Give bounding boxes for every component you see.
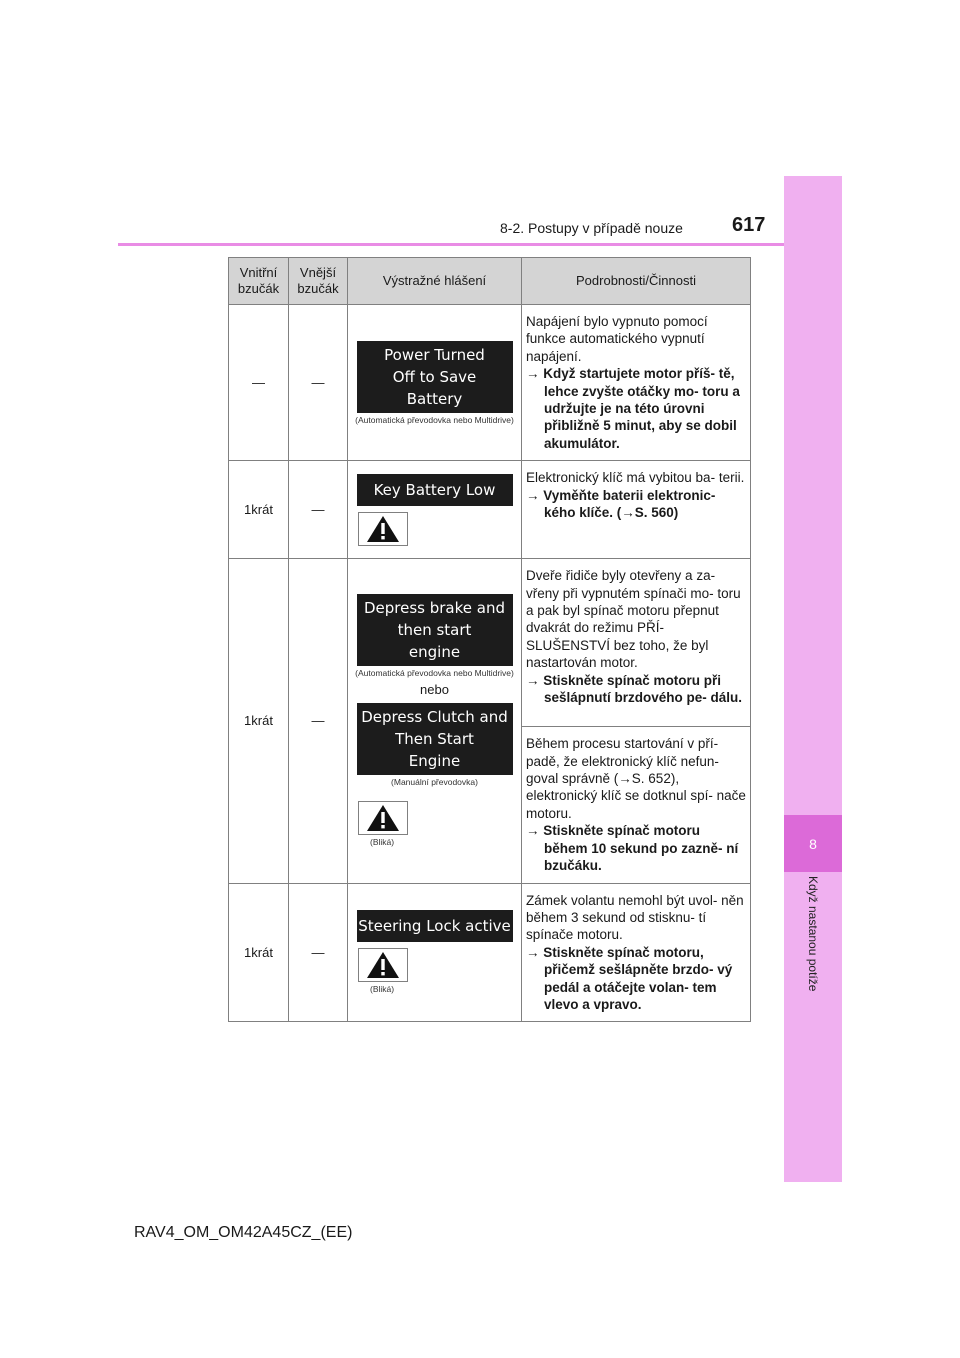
warning-display-panel-mt: Depress Clutch and Then Start Engine (357, 703, 513, 775)
details-cell (522, 883, 751, 1022)
action-text: → Když startujete motor příš- tě, lehce zvyšte otáčky mo- toru a udržujte je na této úrovni přibližně 5 minut, aby se dobil akumulátor. (526, 366, 740, 451)
warning-triangle-icon (358, 512, 408, 546)
table-header-row (229, 258, 751, 305)
document-code: RAV4_OM_OM42A45CZ_(EE) (134, 1224, 353, 1241)
details-cell (522, 559, 751, 727)
action-text: → Vyměňte baterii elektronic- kého klíče. (→S. 560) (526, 487, 716, 521)
external-buzzer-cell: — (289, 461, 348, 559)
arrow-icon: → (526, 366, 540, 382)
action-text: → Stiskněte spínač motoru během 10 sekund po zazně- ní bzučáku. (526, 823, 739, 874)
details-cell (522, 727, 751, 883)
action-text: → Stiskněte spínač motoru, přičemž sešlápněte brzdo- vý pedál a otáčejte volan- tem vlevo a vpravo. (526, 944, 733, 1012)
blink-caption: (Bliká) (370, 837, 395, 848)
chapter-label: Když nastanou potíže (806, 876, 820, 992)
details-cell (522, 461, 751, 559)
table-row (229, 305, 751, 461)
internal-buzzer-cell: — (229, 305, 289, 461)
detail-text: Během procesu startování v pří- padě, že elektronický klíč nefun- goval správně (→S. 652), elektronický klíč se dotknul spí- nače motoru. (526, 736, 746, 821)
blink-caption: (Bliká) (370, 984, 395, 995)
panel-caption: (Manuální převodovka) (391, 777, 478, 788)
external-buzzer-cell: — (289, 883, 348, 1022)
warning-message-cell (348, 461, 522, 559)
internal-buzzer-cell: 1krát (229, 461, 289, 559)
page-number: 617 (732, 214, 766, 236)
arrow-icon: → (526, 487, 540, 503)
warning-table (228, 257, 751, 1022)
arrow-icon: → (526, 944, 540, 960)
panel-caption: (Automatická převodovka nebo Multidrive) (355, 668, 514, 679)
external-buzzer-cell: — (289, 559, 348, 883)
or-label: nebo (420, 682, 449, 698)
arrow-icon: → (526, 672, 540, 688)
table-row (229, 883, 751, 1022)
detail-text: Elektronický klíč má vybitou ba- terii. (526, 470, 745, 486)
warning-message-cell (348, 883, 522, 1022)
detail-text: Napájení bylo vypnuto pomocí funkce automatického vypnutí napájení. (526, 314, 708, 364)
warning-display-panel: Steering Lock active (357, 910, 513, 942)
detail-text: Zámek volantu nemohl být uvol- něn během 3 sekund od stisknu- tí spínače motoru. (526, 892, 744, 943)
col-header-details: Podrobnosti/Činnosti (522, 258, 751, 305)
internal-buzzer-cell: 1krát (229, 559, 289, 883)
warning-triangle-icon (358, 801, 408, 835)
external-buzzer-cell: — (289, 305, 348, 461)
table-row (229, 461, 751, 559)
panel-caption: (Automatická převodovka nebo Multidrive) (355, 414, 514, 425)
action-text: → Stiskněte spínač motoru při sešlápnutí brzdového pe- dálu. (526, 672, 743, 706)
warning-triangle-icon (358, 948, 408, 982)
col-header-warning-message: Výstražné hlášení (348, 258, 522, 305)
internal-buzzer-cell: 1krát (229, 883, 289, 1022)
detail-text: Dveře řidiče byly otevřeny a za- vřeny při vypnutém spínači mo- toru a pak byl spínač motoru přepnut dvakrát do režimu PŘÍ- SLUŠENSTVÍ bez toho, že byl nastartován motor. (526, 568, 741, 671)
details-cell (522, 305, 751, 461)
col-header-internal-buzzer: Vnitřní bzučák (229, 258, 289, 305)
warning-display-panel-at: Depress brake and then start engine (357, 594, 513, 666)
table-row (229, 559, 751, 727)
arrow-icon: → (526, 823, 540, 839)
warning-display-panel: Key Battery Low (357, 474, 513, 506)
warning-message-cell (348, 559, 522, 883)
warning-display-panel: Power Turned Off to Save Battery (357, 341, 513, 413)
chapter-number: 8 (784, 815, 842, 872)
section-title: 8-2. Postupy v případě nouze (500, 220, 683, 236)
warning-message-cell (348, 305, 522, 461)
col-header-external-buzzer: Vnější bzučák (289, 258, 348, 305)
header-divider (118, 243, 784, 246)
